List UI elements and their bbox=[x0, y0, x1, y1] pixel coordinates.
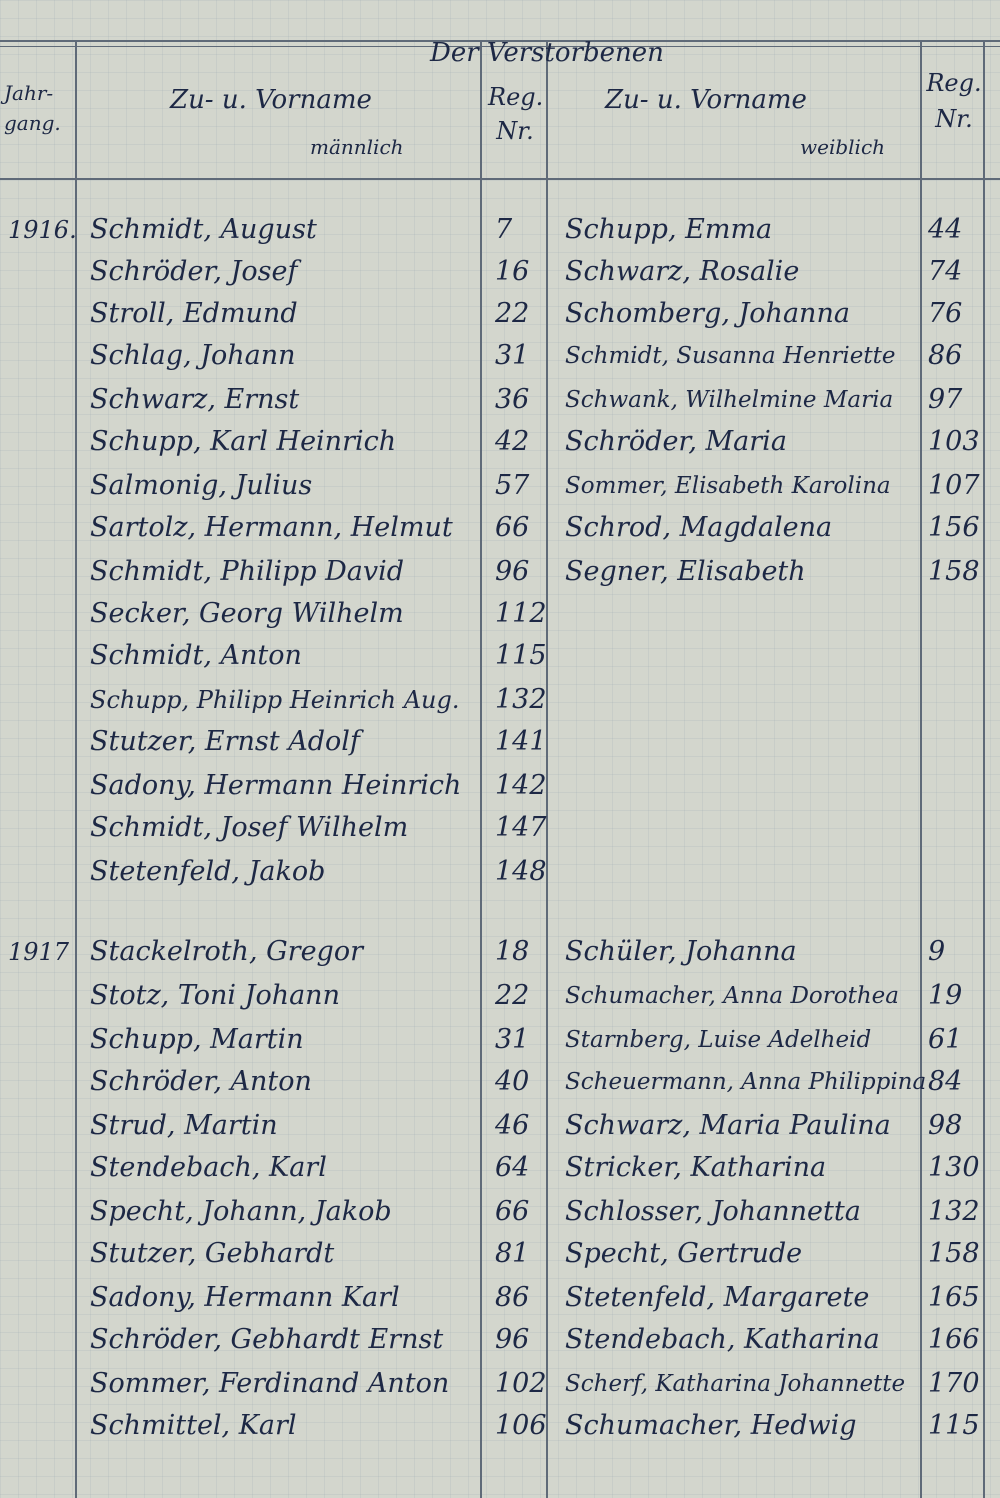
table-row bbox=[0, 1190, 1000, 1234]
table-row bbox=[0, 1146, 1000, 1190]
female-name-cell: Schwarz, Maria Paulina bbox=[565, 1110, 891, 1141]
male-name-cell: Schmidt, Philipp David bbox=[90, 556, 405, 587]
year-cell: 1917 bbox=[8, 938, 70, 966]
male-name-cell: Salmonig, Julius bbox=[90, 470, 313, 501]
table-row bbox=[0, 1318, 1000, 1362]
male-reg-cell: 22 bbox=[495, 298, 530, 329]
col-male-reg-header: Reg. Nr. bbox=[488, 83, 544, 145]
table-row bbox=[0, 634, 1000, 678]
male-reg-cell: 22 bbox=[495, 980, 530, 1011]
table-row bbox=[0, 1018, 1000, 1062]
col-male-name-header: Zu- u. Vorname bbox=[170, 85, 372, 115]
male-name-cell: Stetenfeld, Jakob bbox=[90, 856, 326, 887]
female-reg-cell: 76 bbox=[928, 298, 963, 329]
male-reg-cell: 42 bbox=[495, 426, 530, 457]
female-reg-cell: 166 bbox=[928, 1324, 980, 1355]
female-name-cell: Schwarz, Rosalie bbox=[565, 256, 800, 287]
female-name-cell: Schüler, Johanna bbox=[565, 936, 797, 967]
table-row bbox=[0, 1060, 1000, 1104]
male-name-cell: Schröder, Anton bbox=[90, 1066, 312, 1097]
female-reg-cell: 98 bbox=[928, 1110, 963, 1141]
male-name-cell: Schmidt, August bbox=[90, 214, 317, 245]
male-reg-cell: 112 bbox=[495, 598, 547, 629]
female-reg-cell: 84 bbox=[928, 1066, 963, 1097]
male-reg-cell: 81 bbox=[495, 1238, 530, 1269]
female-name-cell: Stricker, Katharina bbox=[565, 1152, 827, 1183]
male-name-cell: Schmidt, Anton bbox=[90, 640, 302, 671]
female-name-cell: Scherf, Katharina Johannette bbox=[565, 1371, 906, 1397]
female-name-cell: Stendebach, Katharina bbox=[565, 1324, 880, 1355]
table-row bbox=[0, 850, 1000, 894]
female-name-cell: Sommer, Elisabeth Karolina bbox=[565, 473, 891, 499]
female-name-cell: Segner, Elisabeth bbox=[565, 556, 806, 587]
table-row bbox=[0, 506, 1000, 550]
table-row bbox=[0, 1404, 1000, 1448]
male-reg-cell: 46 bbox=[495, 1110, 530, 1141]
table-row bbox=[0, 720, 1000, 764]
male-reg-cell: 115 bbox=[495, 640, 547, 671]
table-row bbox=[0, 464, 1000, 508]
table-row bbox=[0, 250, 1000, 294]
col-year-header: Jahr-gang. bbox=[4, 81, 61, 135]
male-reg-cell: 148 bbox=[495, 856, 547, 887]
male-reg-cell: 66 bbox=[495, 1196, 530, 1227]
col-female-reg-header: Reg. Nr. bbox=[926, 69, 982, 133]
male-name-cell: Sadony, Hermann Heinrich bbox=[90, 770, 462, 801]
female-reg-cell: 9 bbox=[928, 936, 946, 967]
female-name-cell: Schrod, Magdalena bbox=[565, 512, 833, 543]
male-reg-cell: 106 bbox=[495, 1410, 547, 1441]
male-name-cell: Schmidt, Josef Wilhelm bbox=[90, 812, 409, 843]
col-female-sub-header: weiblich bbox=[800, 135, 886, 159]
male-name-cell: Schröder, Gebhardt Ernst bbox=[90, 1324, 444, 1355]
male-reg-cell: 57 bbox=[495, 470, 530, 501]
female-reg-cell: 158 bbox=[928, 556, 980, 587]
female-name-cell: Schumacher, Hedwig bbox=[565, 1410, 857, 1441]
table-row bbox=[0, 930, 1000, 974]
table-row bbox=[0, 974, 1000, 1018]
female-name-cell: Schröder, Maria bbox=[565, 426, 787, 457]
male-name-cell: Sommer, Ferdinand Anton bbox=[90, 1368, 450, 1399]
male-name-cell: Sartolz, Hermann, Helmut bbox=[90, 512, 453, 543]
female-reg-cell: 97 bbox=[928, 384, 963, 415]
page-title: Der Verstorbenen bbox=[430, 38, 664, 68]
col-male-sub-header: männlich bbox=[310, 135, 404, 159]
male-reg-cell: 36 bbox=[495, 384, 530, 415]
male-reg-cell: 86 bbox=[495, 1282, 530, 1313]
male-name-cell: Specht, Johann, Jakob bbox=[90, 1196, 392, 1227]
table-row bbox=[0, 806, 1000, 850]
female-name-cell: Schupp, Emma bbox=[565, 214, 773, 245]
table-row bbox=[0, 764, 1000, 808]
male-reg-cell: 102 bbox=[495, 1368, 547, 1399]
male-reg-cell: 141 bbox=[495, 726, 547, 757]
male-reg-cell: 66 bbox=[495, 512, 530, 543]
male-reg-cell: 132 bbox=[495, 684, 547, 715]
male-reg-cell: 31 bbox=[495, 340, 530, 371]
table-row bbox=[0, 334, 1000, 378]
male-name-cell: Stendebach, Karl bbox=[90, 1152, 327, 1183]
male-reg-cell: 96 bbox=[495, 556, 530, 587]
header-rule bbox=[0, 178, 1000, 180]
male-reg-cell: 64 bbox=[495, 1152, 530, 1183]
female-name-cell: Schmidt, Susanna Henriette bbox=[565, 343, 896, 369]
male-name-cell: Sadony, Hermann Karl bbox=[90, 1282, 400, 1313]
table-row bbox=[0, 1276, 1000, 1320]
female-reg-cell: 107 bbox=[928, 470, 980, 501]
female-reg-cell: 61 bbox=[928, 1024, 963, 1055]
male-name-cell: Secker, Georg Wilhelm bbox=[90, 598, 404, 629]
female-name-cell: Schomberg, Johanna bbox=[565, 298, 850, 329]
female-reg-cell: 44 bbox=[928, 214, 963, 245]
female-name-cell: Schumacher, Anna Dorothea bbox=[565, 983, 899, 1009]
male-reg-cell: 16 bbox=[495, 256, 530, 287]
male-reg-cell: 31 bbox=[495, 1024, 530, 1055]
female-reg-cell: 132 bbox=[928, 1196, 980, 1227]
table-row bbox=[0, 292, 1000, 336]
male-name-cell: Strud, Martin bbox=[90, 1110, 278, 1141]
male-name-cell: Schupp, Karl Heinrich bbox=[90, 426, 397, 457]
table-row bbox=[0, 592, 1000, 636]
male-name-cell: Schlag, Johann bbox=[90, 340, 296, 371]
male-reg-cell: 40 bbox=[495, 1066, 530, 1097]
female-reg-cell: 156 bbox=[928, 512, 980, 543]
table-row bbox=[0, 1362, 1000, 1406]
female-reg-cell: 158 bbox=[928, 1238, 980, 1269]
male-name-cell: Stutzer, Gebhardt bbox=[90, 1238, 335, 1269]
female-reg-cell: 19 bbox=[928, 980, 963, 1011]
female-reg-cell: 103 bbox=[928, 426, 980, 457]
male-name-cell: Stackelroth, Gregor bbox=[90, 936, 364, 967]
female-reg-cell: 115 bbox=[928, 1410, 980, 1441]
male-name-cell: Schwarz, Ernst bbox=[90, 384, 300, 415]
year-cell: 1916. bbox=[8, 216, 77, 244]
female-reg-cell: 74 bbox=[928, 256, 963, 287]
male-reg-cell: 142 bbox=[495, 770, 547, 801]
table-row bbox=[0, 378, 1000, 422]
male-name-cell: Schröder, Josef bbox=[90, 256, 298, 287]
male-reg-cell: 96 bbox=[495, 1324, 530, 1355]
female-reg-cell: 170 bbox=[928, 1368, 980, 1399]
col-female-name-header: Zu- u. Vorname bbox=[605, 85, 807, 115]
female-name-cell: Stetenfeld, Margarete bbox=[565, 1282, 870, 1313]
female-name-cell: Specht, Gertrude bbox=[565, 1238, 803, 1269]
female-reg-cell: 86 bbox=[928, 340, 963, 371]
male-name-cell: Stotz, Toni Johann bbox=[90, 980, 340, 1011]
table-row bbox=[0, 1104, 1000, 1148]
female-name-cell: Scheuermann, Anna Philippina bbox=[565, 1069, 927, 1095]
male-name-cell: Schupp, Philipp Heinrich Aug. bbox=[90, 686, 460, 714]
table-row bbox=[0, 550, 1000, 594]
female-reg-cell: 130 bbox=[928, 1152, 980, 1183]
male-name-cell: Stutzer, Ernst Adolf bbox=[90, 726, 360, 757]
male-reg-cell: 147 bbox=[495, 812, 547, 843]
female-name-cell: Schwank, Wilhelmine Maria bbox=[565, 387, 894, 413]
female-reg-cell: 165 bbox=[928, 1282, 980, 1313]
female-name-cell: Starnberg, Luise Adelheid bbox=[565, 1027, 872, 1053]
table-row bbox=[0, 208, 1000, 252]
male-name-cell: Schupp, Martin bbox=[90, 1024, 304, 1055]
table-row bbox=[0, 1232, 1000, 1276]
table-row bbox=[0, 420, 1000, 464]
male-reg-cell: 7 bbox=[495, 214, 513, 245]
male-name-cell: Schmittel, Karl bbox=[90, 1410, 297, 1441]
female-name-cell: Schlosser, Johannetta bbox=[565, 1196, 861, 1227]
male-reg-cell: 18 bbox=[495, 936, 530, 967]
male-name-cell: Stroll, Edmund bbox=[90, 298, 298, 329]
table-row bbox=[0, 678, 1000, 722]
